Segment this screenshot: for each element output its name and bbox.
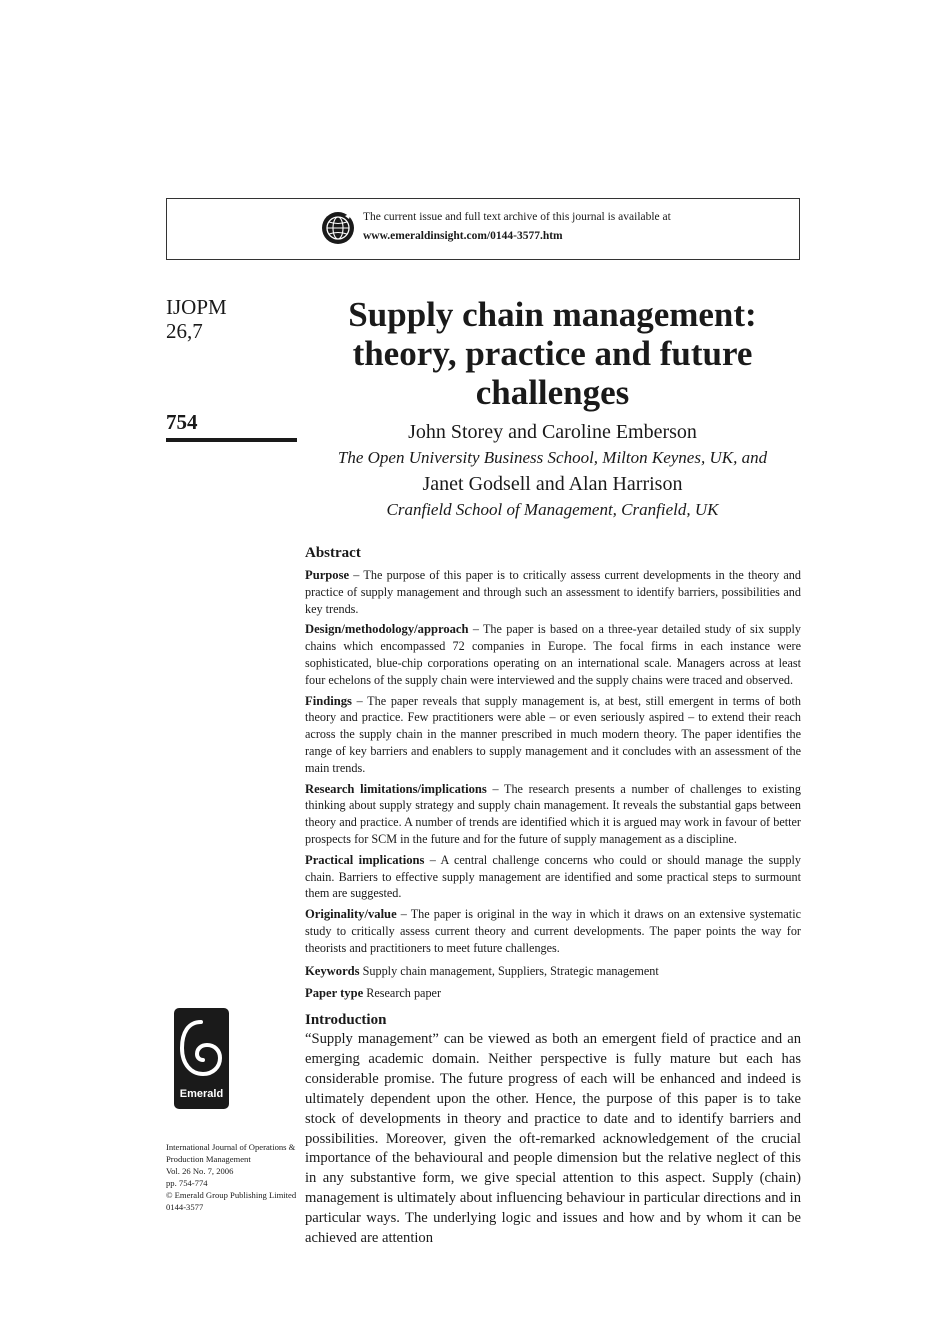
- abstract-label: Practical implications: [305, 852, 425, 867]
- volume-issue: 26,7: [166, 319, 203, 343]
- abstract-purpose: [305, 567, 801, 617]
- abstract-label: Originality/value: [305, 907, 397, 922]
- keywords: [305, 963, 801, 980]
- abstract-practical: [305, 852, 801, 902]
- author-affiliation: The Open University Business School, Milton Keynes, UK, and: [337, 448, 768, 467]
- availability-text: The current issue and full text archive of this journal is available at: [363, 211, 671, 223]
- logo-text: Emerald: [179, 1088, 224, 1100]
- citation-line: 0144-3577: [166, 1202, 204, 1212]
- globe-icon: [321, 211, 355, 245]
- abstract-text: – A central challenge concerns who could or should manage the supply chain. Barriers to effective supply management are identified and some practical steps to surmount them are suggested.: [305, 852, 802, 901]
- paper-title: [305, 295, 800, 412]
- paper-type-text: Research paper: [363, 986, 442, 1001]
- abstract-text: – The purpose of this paper is to critically assess current developments in the theory and practice of supply management and through such an assessment to identify barriers, possibilities and key trends.: [305, 568, 801, 616]
- citation-line: International Journal of Operations &: [166, 1142, 296, 1152]
- introduction-body: “Supply management” can be viewed as both an emergent field of practice and an emerging academic domain. Neither perspective is fully mature but each has considerable promise. The future progress of each will be enhanced and indeed is ultimately dependent upon the other. Hence, the purpose of this paper is to take stock of developments in theory and practice to date and to identify barriers and possibilities. Moreover, given the oft-remarked acknowledgement of the crucial importance of the behavioural and people dimension but the relative neglect of this in any substantive form, we give special attention to this aspect. Supply (chain) management is ultimately about influencing behaviour in particular directions and in particular ways. The underlying logic and issues and how and by whom it can be achieved are attention: [305, 1031, 801, 1247]
- abstract-text: – The paper reveals that supply management is, at best, still emergent in terms of both theory and practice. Few practitioners were able – or even seriously aspired – to extend their reach across the supply chain in the manner prescribed in much modern theory. The paper identifies the range of key barriers and enablers to supply management and it concludes with an assessment of the main trends.: [305, 693, 801, 775]
- title-line: Supply chain management:: [348, 295, 757, 334]
- author-names: John Storey and Caroline Emberson: [408, 421, 697, 443]
- abstract-design: [305, 621, 801, 688]
- introduction-heading: Introduction: [305, 1012, 387, 1028]
- abstract-originality: [305, 906, 801, 956]
- emerald-logo-icon: [174, 1008, 229, 1109]
- availability-notice: [166, 198, 800, 260]
- journal-code: IJOPM: [166, 295, 227, 319]
- citation-line: Vol. 26 No. 7, 2006: [166, 1166, 234, 1176]
- abstract-label: Design/methodology/approach: [305, 622, 469, 637]
- journal-citation: [166, 1141, 301, 1213]
- citation-line: pp. 754-774: [166, 1178, 208, 1188]
- journal-abbreviation: [166, 295, 227, 343]
- paper-type: [305, 985, 801, 1002]
- author-names: Janet Godsell and Alan Harrison: [422, 473, 683, 495]
- page-number-rule: [166, 438, 297, 442]
- abstract-label: Findings: [305, 693, 352, 708]
- citation-line: © Emerald Group Publishing Limited: [166, 1190, 297, 1200]
- title-line: challenges: [475, 373, 630, 412]
- abstract-findings: [305, 693, 801, 777]
- abstract-label: Purpose: [305, 568, 350, 582]
- keywords-label: Keywords: [305, 963, 360, 978]
- paper-type-label: Paper type: [305, 986, 364, 1001]
- page-number: 754: [166, 410, 198, 434]
- keywords-text: Supply chain management, Suppliers, Strategic management: [359, 963, 659, 978]
- abstract-label: Research limitations/implications: [305, 781, 487, 796]
- journal-url-link[interactable]: www.emeraldinsight.com/0144-3577.htm: [363, 230, 563, 242]
- introduction-section: [305, 1012, 801, 1247]
- abstract-text: – The paper is based on a three-year detailed study of six supply chains which encompassed 72 companies in Europe. The focal firms in each instance were sophisticated, blue-chip corporations operating on an international scale. Managers across at least four echelons of the supply chain were interviewed and the supply chains were traced and observed.: [305, 622, 801, 687]
- title-line: theory, practice and future: [352, 334, 753, 373]
- abstract-section: [305, 545, 801, 1002]
- abstract-text: – The paper is original in the way in which it draws on an extensive systematic study to critically assess current theory and current developments. The paper points the way for theorists and practitioners to meet future challenges.: [305, 907, 801, 955]
- citation-line: Production Management: [166, 1154, 251, 1164]
- abstract-text: – The research presents a number of challenges to existing thinking about supply strategy and supply chain management. It reveals the substantial gaps between theory and practice. A number of trends are identified which it is argued may work in favour of better prospects for SCM in the future and for the future of supply management as a discipline.: [305, 781, 801, 846]
- abstract-heading: Abstract: [305, 545, 361, 561]
- author-affiliation: Cranfield School of Management, Cranfield, UK: [386, 500, 719, 519]
- abstract-limitations: [305, 781, 801, 848]
